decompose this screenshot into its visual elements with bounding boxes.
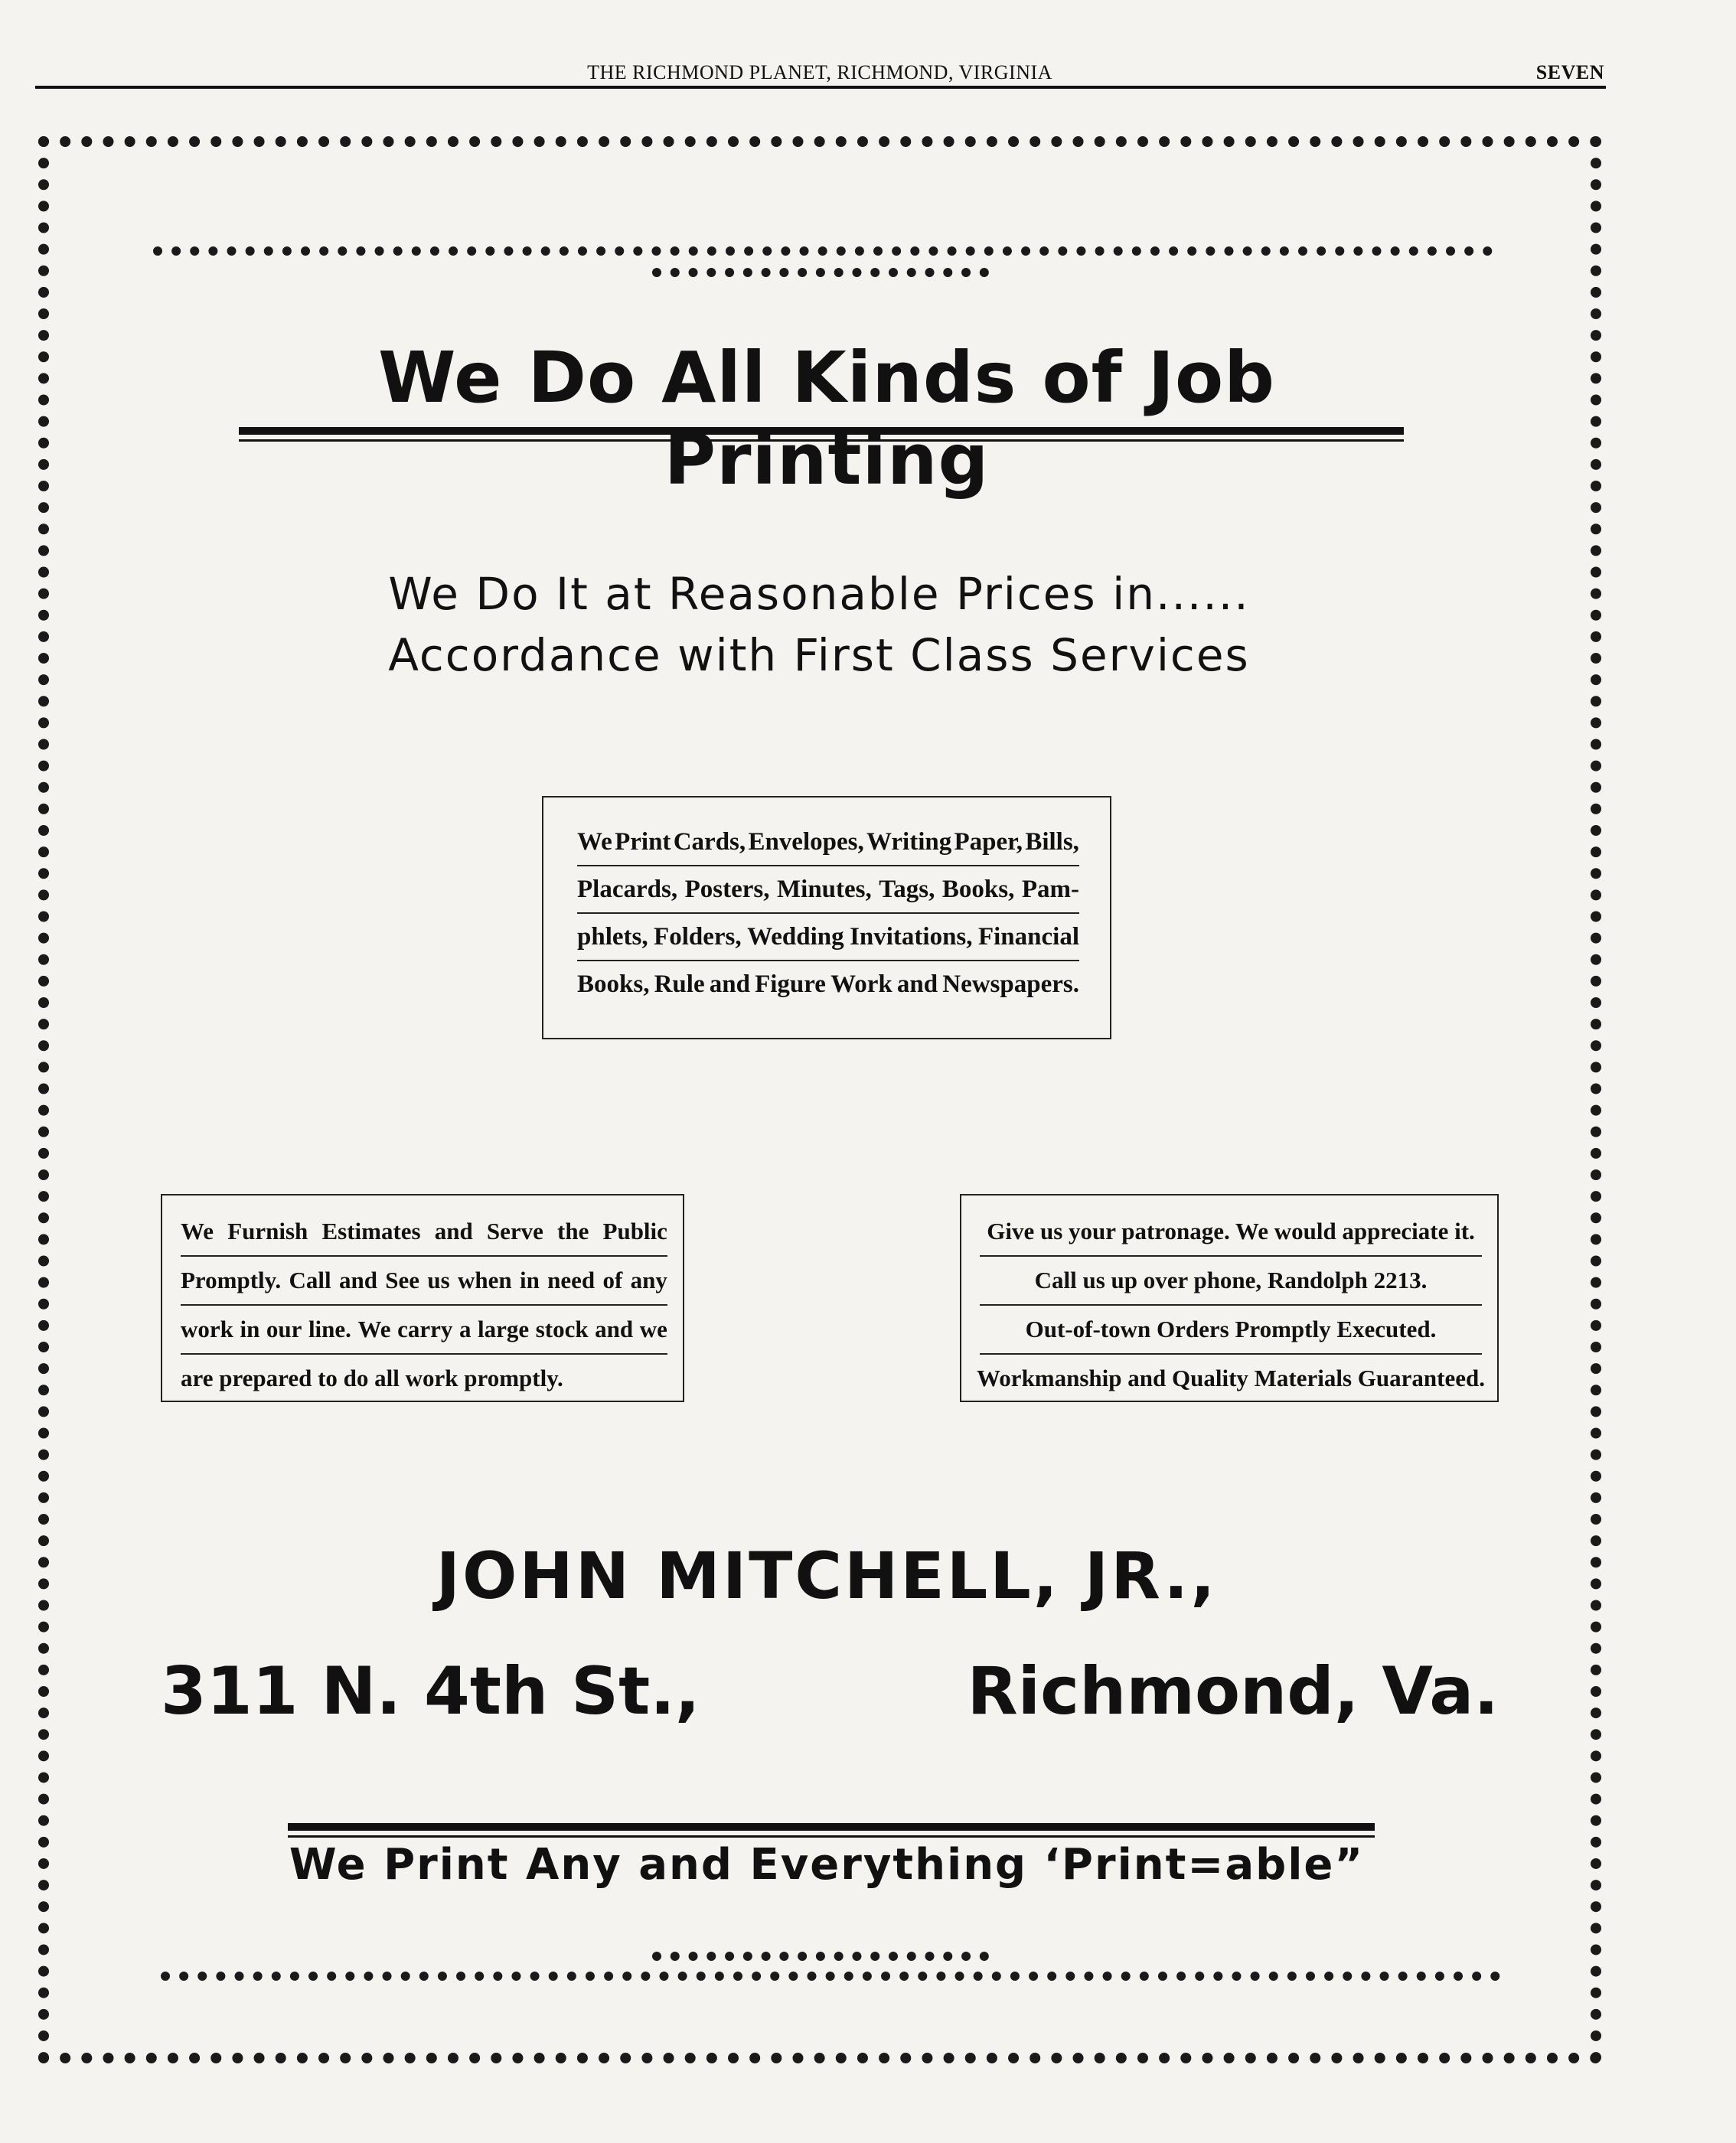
patronage-text: Give us your patronage. We would appreciate it. bbox=[987, 1218, 1475, 1244]
orders-text: Out-of-town Orders Promptly Executed. bbox=[1025, 1316, 1437, 1342]
word: Minutes, bbox=[777, 876, 872, 903]
word: large bbox=[478, 1316, 530, 1342]
word: the bbox=[557, 1218, 589, 1244]
word: and bbox=[709, 970, 750, 998]
word: We bbox=[181, 1218, 214, 1244]
word: Tags, bbox=[879, 876, 935, 903]
running-head bbox=[35, 58, 1604, 89]
word: line. bbox=[308, 1316, 351, 1342]
services-box bbox=[542, 796, 1111, 1039]
patronage-box bbox=[960, 1194, 1499, 1402]
word: we bbox=[639, 1316, 667, 1342]
word: Placards, bbox=[577, 876, 678, 903]
word: Work bbox=[830, 970, 892, 998]
subline-prices: We Do It at Reasonable Prices in...... bbox=[388, 568, 1250, 620]
word: in bbox=[240, 1316, 260, 1342]
word: and bbox=[896, 970, 938, 998]
word: Pam- bbox=[1021, 876, 1079, 903]
services-line bbox=[577, 914, 1079, 961]
word: Figure bbox=[755, 970, 826, 998]
word: Public bbox=[602, 1218, 667, 1244]
word: We bbox=[357, 1316, 391, 1342]
word: Promptly. bbox=[181, 1267, 282, 1293]
word: Cards, bbox=[673, 828, 746, 856]
patronage-line bbox=[980, 1208, 1482, 1257]
city-address: Richmond, Va. bbox=[967, 1653, 1499, 1730]
guarantee-text: Workmanship and Quality Materials Guaranteed. bbox=[977, 1365, 1485, 1391]
word: Newspapers. bbox=[942, 970, 1079, 998]
services-line bbox=[577, 866, 1079, 914]
estimates-box bbox=[161, 1194, 684, 1402]
street-address: 311 N. 4th St., bbox=[161, 1653, 700, 1730]
newspaper-title: THE RICHMOND PLANET, RICHMOND, VIRGINIA bbox=[587, 61, 1052, 83]
word: Estimates bbox=[321, 1218, 421, 1244]
word: carry bbox=[397, 1316, 453, 1342]
services-line bbox=[577, 961, 1079, 1007]
word: need bbox=[547, 1267, 596, 1293]
word: are prepared to do all work promptly. bbox=[181, 1365, 563, 1391]
patronage-line bbox=[977, 1355, 1485, 1402]
word: Wedding bbox=[747, 923, 844, 951]
word: phlets, bbox=[577, 923, 648, 951]
word: Posters, bbox=[684, 876, 770, 903]
word: Paper, bbox=[954, 828, 1023, 856]
word: Folders, bbox=[654, 923, 742, 951]
top-ornament-band bbox=[153, 246, 1493, 256]
patronage-line bbox=[980, 1257, 1482, 1306]
estimates-line bbox=[181, 1208, 667, 1257]
estimates-line bbox=[181, 1306, 667, 1355]
word: in bbox=[519, 1267, 540, 1293]
word: us bbox=[427, 1267, 450, 1293]
subline-services: Accordance with First Class Services bbox=[388, 629, 1250, 681]
patronage-line bbox=[980, 1306, 1482, 1355]
bottom-ornament-band bbox=[161, 1972, 1500, 1981]
estimates-line bbox=[181, 1257, 667, 1306]
word: Envelopes, bbox=[748, 828, 864, 856]
word: a bbox=[458, 1316, 472, 1342]
word: Writing bbox=[866, 828, 952, 856]
slogan-rule-thin bbox=[288, 1835, 1375, 1838]
headline-rule-thin bbox=[239, 439, 1404, 442]
headline-rule bbox=[239, 427, 1404, 435]
services-line bbox=[577, 819, 1079, 866]
word: any bbox=[630, 1267, 667, 1293]
phone-text: Call us up over phone, Randolph 2213. bbox=[1034, 1267, 1428, 1293]
page-number: SEVEN bbox=[1535, 61, 1604, 83]
word: work bbox=[181, 1316, 233, 1342]
word: Bills, bbox=[1025, 828, 1079, 856]
word: and bbox=[338, 1267, 377, 1293]
word: of bbox=[602, 1267, 623, 1293]
top-ornament-band-short bbox=[652, 268, 989, 277]
word: Books, bbox=[941, 876, 1015, 903]
word: Furnish bbox=[227, 1218, 308, 1244]
word: See bbox=[385, 1267, 420, 1293]
word: Books, bbox=[577, 970, 650, 998]
word: Call bbox=[289, 1267, 331, 1293]
word: Rule bbox=[654, 970, 705, 998]
header-rule bbox=[35, 86, 1606, 89]
word: and bbox=[595, 1316, 634, 1342]
word: Financial bbox=[977, 923, 1079, 951]
word: our bbox=[266, 1316, 302, 1342]
word: when bbox=[458, 1267, 512, 1293]
word: and bbox=[434, 1218, 473, 1244]
bottom-ornament-band-short bbox=[652, 1952, 989, 1961]
ad-headline: We Do All Kinds of Job Printing bbox=[377, 337, 1276, 501]
word: We bbox=[577, 828, 612, 856]
estimates-line bbox=[181, 1355, 667, 1402]
proprietor-name: JOHN MITCHELL, JR., bbox=[436, 1538, 1218, 1613]
slogan-rule bbox=[288, 1823, 1375, 1831]
word: Print bbox=[615, 828, 671, 856]
word: Serve bbox=[486, 1218, 543, 1244]
word: stock bbox=[535, 1316, 589, 1342]
word: Invitations, bbox=[850, 923, 973, 951]
slogan: We Print Any and Everything ‘Print=able” bbox=[289, 1840, 1365, 1890]
